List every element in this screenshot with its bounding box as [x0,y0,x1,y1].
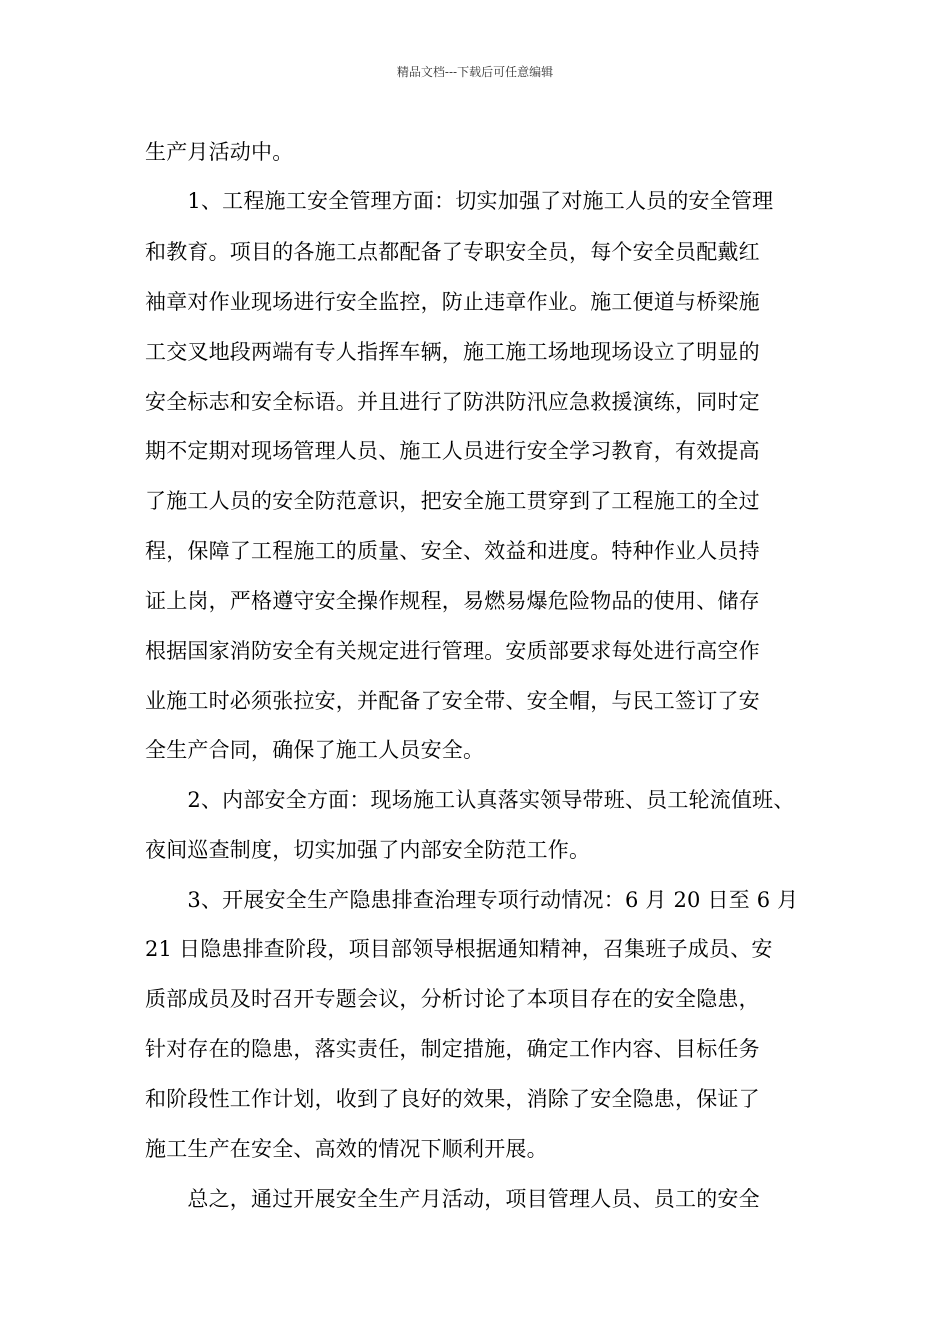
body-line: 总之，通过开展安全生产月活动，项目管理人员、员工的安全 [145,1187,760,1211]
body-line: 期不定期对现场管理人员、施工人员进行安全学习教育，有效提高 [145,439,760,463]
body-line: 3、开展安全生产隐患排查治理专项行动情况：6 月 20 日至 6 月 [145,888,799,912]
body-line: 1、工程施工安全管理方面：切实加强了对施工人员的安全管理 [145,189,774,213]
page-header: 精品文档---下载后可任意编辑 [396,65,554,79]
body-line: 针对存在的隐患，落实责任，制定措施，确定工作内容、目标任务 [145,1037,760,1061]
body-line: 21 日隐患排查阶段，项目部领导根据通知精神，召集班子成员、安 [145,937,773,961]
body-line: 质部成员及时召开专题会议，分析讨论了本项目存在的安全隐患， [145,987,760,1011]
body-line: 证上岗，严格遵守安全操作规程，易燃易爆危险物品的使用、储存 [145,589,760,613]
body-line: 全生产合同，确保了施工人员安全。 [145,738,485,762]
body-line: 程，保障了工程施工的质量、安全、效益和进度。特种作业人员持 [145,539,760,563]
body-line: 2、内部安全方面：现场施工认真落实领导带班、员工轮流值班、 [145,788,795,812]
body-line: 了施工人员的安全防范意识，把安全施工贯穿到了工程施工的全过 [145,489,760,513]
body-line: 和教育。项目的各施工点都配备了专职安全员，每个安全员配戴红 [145,240,760,264]
body-line: 施工生产在安全、高效的情况下顺利开展。 [145,1137,548,1161]
body-line: 安全标志和安全标语。并且进行了防洪防汛应急救援演练，同时定 [145,390,760,414]
body-line: 根据国家消防安全有关规定进行管理。安质部要求每处进行高空作 [145,639,760,663]
body-line: 和阶段性工作计划，收到了良好的效果，消除了安全隐患，保证了 [145,1087,760,1111]
body-line: 生产月活动中。 [145,140,294,164]
body-line: 袖章对作业现场进行安全监控，防止违章作业。施工便道与桥梁施 [145,290,760,314]
body-line: 夜间巡查制度，切实加强了内部安全防范工作。 [145,838,591,862]
body-line: 工交叉地段两端有专人指挥车辆，施工施工场地现场设立了明显的 [145,340,760,364]
body-line: 业施工时必须张拉安，并配备了安全带、安全帽，与民工签订了安 [145,689,760,713]
